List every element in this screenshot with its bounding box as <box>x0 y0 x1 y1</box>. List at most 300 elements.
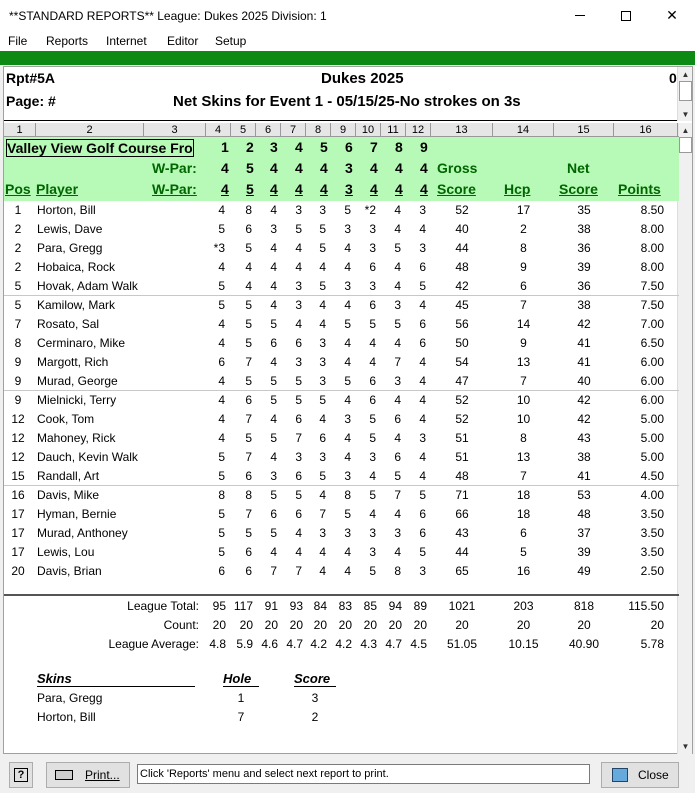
totals-value: 5.9 <box>236 637 253 651</box>
hcp-cell: 9 <box>520 260 527 274</box>
table-row[interactable] <box>4 543 679 562</box>
net-score-cell: 36 <box>577 279 591 293</box>
hole-score-cell: 4 <box>344 336 351 350</box>
totals-row <box>4 597 679 616</box>
gross-score-cell: 48 <box>455 469 469 483</box>
menu-internet[interactable]: Internet <box>106 34 147 48</box>
totals-value: 10.15 <box>508 637 539 651</box>
column-number: 9 <box>331 123 356 137</box>
hole-score-cell: 5 <box>270 374 277 388</box>
skins-player: Para, Gregg <box>37 691 103 705</box>
table-row[interactable] <box>4 334 679 353</box>
net-score-cell: 42 <box>577 317 591 331</box>
points-cell: 2.50 <box>640 564 664 578</box>
hole-score-cell: 5 <box>270 317 277 331</box>
player-name-cell: Horton, Bill <box>37 203 96 217</box>
hole-score-cell: 7 <box>245 507 252 521</box>
hole-score-cell: 7 <box>270 564 277 578</box>
menu-file[interactable]: File <box>8 34 28 48</box>
column-number: 5 <box>231 123 256 137</box>
report-scrollbar[interactable] <box>677 123 692 754</box>
totals-label: Count: <box>163 618 199 632</box>
position-cell: 12 <box>11 450 25 464</box>
table-row[interactable] <box>4 277 679 296</box>
hole-score-cell: 5 <box>369 317 376 331</box>
hcp-cell: 8 <box>520 431 527 445</box>
table-row[interactable] <box>4 315 679 334</box>
table-row[interactable] <box>4 410 679 429</box>
hole-score-cell: 4 <box>419 412 426 426</box>
print-label: Print... <box>85 768 120 782</box>
player-name-cell: Kamilow, Mark <box>37 298 116 312</box>
pos-header: Pos <box>5 181 31 197</box>
close-window-button[interactable] <box>649 0 695 31</box>
gross-score-cell: 52 <box>455 393 469 407</box>
points-cell: 8.50 <box>640 203 664 217</box>
totals-value: 85 <box>363 599 377 613</box>
hole-score-cell: 6 <box>270 507 277 521</box>
gross-header: Score <box>437 181 476 197</box>
hole-score-cell: 5 <box>218 545 225 559</box>
hole-score-cell: 5 <box>394 317 401 331</box>
wpar-value: 4 <box>295 181 303 197</box>
hole-score-cell: 4 <box>270 241 277 255</box>
hole-score-cell: 4 <box>369 336 376 350</box>
totals-value: 4.7 <box>286 637 303 651</box>
table-row[interactable] <box>4 467 679 486</box>
exit-icon <box>612 768 628 782</box>
totals-value: 20 <box>313 618 327 632</box>
table-row[interactable] <box>4 391 679 410</box>
hole-score-cell: 4 <box>245 260 252 274</box>
hole-score-cell: 4 <box>295 545 302 559</box>
wpar-value: 4 <box>420 160 428 176</box>
skins-header: Skins <box>37 671 195 687</box>
hole-number: 4 <box>295 139 303 155</box>
hole-score-cell: 5 <box>419 279 426 293</box>
totals-value: 94 <box>388 599 402 613</box>
printer-icon <box>55 770 73 780</box>
hole-score-cell: 4 <box>344 564 351 578</box>
skins-score: 2 <box>311 710 319 724</box>
totals-value: 89 <box>413 599 427 613</box>
hole-score-cell: 6 <box>369 260 376 274</box>
position-cell: 15 <box>11 469 25 483</box>
column-number: 4 <box>206 123 231 137</box>
table-row[interactable] <box>4 524 679 543</box>
hole-score-cell: *2 <box>364 203 376 217</box>
column-number: 14 <box>493 123 554 137</box>
course-name[interactable]: Valley View Golf Course Fro <box>7 140 193 156</box>
hole-score-cell: 5 <box>344 507 351 521</box>
column-number: 12 <box>406 123 431 137</box>
wpar-value: 4 <box>395 160 403 176</box>
hcp-cell: 6 <box>520 526 527 540</box>
totals-value: 4.2 <box>335 637 352 651</box>
net-score-cell: 49 <box>577 564 591 578</box>
hole-score-cell: 4 <box>394 507 401 521</box>
hole-score-cell: 3 <box>369 545 376 559</box>
hole-score-cell: 6 <box>218 564 225 578</box>
hole-score-cell: 6 <box>270 336 277 350</box>
hole-score-cell: 6 <box>245 222 252 236</box>
status-message: Click 'Reports' menu and select next report to print. <box>137 764 590 784</box>
hole-score-cell: 5 <box>218 279 225 293</box>
player-name-cell: Margott, Rich <box>37 355 109 369</box>
points-cell: 6.00 <box>640 374 664 388</box>
net-score-cell: 38 <box>577 298 591 312</box>
hole-score-cell: 4 <box>295 260 302 274</box>
wpar-value: 4 <box>420 181 428 197</box>
totals-row <box>4 616 679 635</box>
hole-score-cell: 3 <box>419 431 426 445</box>
hole-score-cell: 5 <box>344 203 351 217</box>
hole-score-cell: 4 <box>419 355 426 369</box>
player-name-cell: Lewis, Dave <box>37 222 103 236</box>
totals-value: 20 <box>650 618 664 632</box>
scroll-down-icon[interactable]: ▼ <box>681 109 690 119</box>
hole-score-cell: 4 <box>295 526 302 540</box>
points-cell: 3.50 <box>640 526 664 540</box>
hole-score-cell: 5 <box>319 241 326 255</box>
gross-score-cell: 45 <box>455 298 469 312</box>
hole-score-cell: 5 <box>218 526 225 540</box>
hole-score-cell: 5 <box>218 298 225 312</box>
hole-score-cell: 5 <box>295 222 302 236</box>
table-row[interactable] <box>4 220 679 239</box>
table-row[interactable] <box>4 486 679 505</box>
hcp-cell: 16 <box>516 564 531 578</box>
scroll-thumb[interactable] <box>679 137 692 153</box>
hole-score-cell: 3 <box>295 279 302 293</box>
close-button[interactable] <box>601 762 679 788</box>
totals-value: 4.6 <box>261 637 278 651</box>
hole-score-cell: 5 <box>218 450 225 464</box>
column-number: 16 <box>614 123 678 137</box>
totals-value: 20 <box>212 618 226 632</box>
hole-score-cell: 4 <box>419 393 426 407</box>
hole-score-cell: 5 <box>245 241 252 255</box>
net-score-cell: 41 <box>577 355 591 369</box>
points-header: Points <box>618 181 661 197</box>
table-row[interactable] <box>4 353 679 372</box>
points-cell: 6.00 <box>640 393 664 407</box>
hole-score-cell: 5 <box>319 469 326 483</box>
hcp-cell: 5 <box>520 545 527 559</box>
hcp-cell: 13 <box>516 450 531 464</box>
hole-score-cell: 3 <box>295 450 302 464</box>
totals-value: 4.3 <box>360 637 377 651</box>
position-cell: 9 <box>14 355 22 369</box>
hole-score-cell: 3 <box>419 564 426 578</box>
title-bar <box>0 0 695 31</box>
position-cell: 12 <box>11 412 25 426</box>
table-row[interactable] <box>4 448 679 467</box>
player-name-cell: Cook, Tom <box>37 412 95 426</box>
scroll-thumb[interactable] <box>679 81 692 101</box>
gross-score-cell: 71 <box>455 488 469 502</box>
hole-score-cell: 4 <box>218 431 225 445</box>
gross-score-cell: 48 <box>455 260 469 274</box>
hole-score-cell: 6 <box>245 564 252 578</box>
hole-score-cell: 3 <box>344 279 351 293</box>
position-cell: 17 <box>11 507 25 521</box>
hole-score-cell: 5 <box>369 564 376 578</box>
hole-score-cell: 5 <box>319 393 326 407</box>
hole-score-cell: 3 <box>369 279 376 293</box>
player-name-cell: Hyman, Bernie <box>37 507 117 521</box>
points-cell: 5.00 <box>640 450 664 464</box>
hole-score-cell: 4 <box>319 298 326 312</box>
hole-score-cell: 5 <box>218 507 225 521</box>
minimize-icon <box>575 15 585 16</box>
hole-score-cell: 6 <box>295 469 302 483</box>
totals-value: 20 <box>455 618 469 632</box>
close-label: Close <box>638 768 669 782</box>
position-cell: 16 <box>11 488 25 502</box>
hole-score-cell: 7 <box>245 355 252 369</box>
net-score-cell: 38 <box>577 450 591 464</box>
hole-score-cell: 6 <box>245 469 252 483</box>
hole-score-cell: 3 <box>394 374 401 388</box>
print-button[interactable] <box>46 762 130 788</box>
hole-score-cell: 4 <box>344 545 351 559</box>
hole-score-cell: 5 <box>344 317 351 331</box>
minimize-button[interactable] <box>557 0 603 31</box>
totals-value: 203 <box>513 599 534 613</box>
hole-score-cell: 5 <box>394 241 401 255</box>
hole-score-cell: 4 <box>344 241 351 255</box>
gross-score-cell: 40 <box>455 222 469 236</box>
position-cell: 17 <box>11 545 25 559</box>
hole-score-cell: 3 <box>319 336 326 350</box>
hole-number: 3 <box>270 139 278 155</box>
table-row[interactable] <box>4 239 679 258</box>
totals-value: 20 <box>289 618 303 632</box>
maximize-button[interactable] <box>603 0 649 31</box>
position-cell: 5 <box>14 298 22 312</box>
player-name-cell: Hovak, Adam Walk <box>37 279 138 293</box>
wpar-value: 4 <box>320 160 328 176</box>
column-number: 3 <box>144 123 206 137</box>
hole-score-cell: 5 <box>270 488 277 502</box>
totals-label: League Total: <box>127 599 199 613</box>
hole-score-cell: 5 <box>245 336 252 350</box>
scroll-up-icon[interactable]: ▲ <box>681 125 690 135</box>
hole-score-cell: 8 <box>245 488 252 502</box>
net-score-cell: 41 <box>577 469 591 483</box>
hole-score-cell: 6 <box>295 507 302 521</box>
hole-score-cell: 4 <box>270 355 277 369</box>
position-cell: 9 <box>14 393 22 407</box>
hcp-cell: 18 <box>516 507 531 521</box>
net-score-cell: 36 <box>577 241 591 255</box>
hcp-header: Hcp <box>504 181 531 197</box>
table-row[interactable] <box>4 296 679 315</box>
hole-score-cell: 7 <box>394 488 401 502</box>
skins-player: Horton, Bill <box>37 710 96 724</box>
totals-row <box>4 635 679 654</box>
hole-score-cell: 7 <box>245 412 252 426</box>
hole-score-cell: 3 <box>419 241 426 255</box>
wpar-value: 4 <box>370 181 378 197</box>
totals-value: 51.05 <box>446 637 478 651</box>
report-viewer <box>3 66 693 754</box>
gross-score-cell: 51 <box>455 450 469 464</box>
hole-score-cell: 5 <box>394 469 401 483</box>
hole-score-cell: 6 <box>419 317 426 331</box>
gross-score-cell: 51 <box>455 431 469 445</box>
hole-score-cell: 5 <box>245 374 252 388</box>
skins-score-header: Score <box>294 671 336 687</box>
gross-score-cell: 52 <box>455 412 469 426</box>
wpar-value: 4 <box>395 181 403 197</box>
hole-score-cell: 6 <box>394 412 401 426</box>
table-row[interactable] <box>4 258 679 277</box>
hole-score-cell: 5 <box>419 545 426 559</box>
hole-score-cell: 4 <box>394 260 401 274</box>
wpar-label-1: W-Par: <box>152 160 197 176</box>
hole-score-cell: 3 <box>369 222 376 236</box>
hole-score-cell: 6 <box>419 507 426 521</box>
hole-score-cell: 4 <box>394 279 401 293</box>
table-row[interactable] <box>4 562 679 581</box>
net-score-cell: 35 <box>577 203 591 217</box>
wpar-value: 3 <box>345 160 353 176</box>
gross-score-cell: 52 <box>455 203 469 217</box>
wpar-label-2: W-Par: <box>152 181 197 197</box>
position-cell: 8 <box>14 336 22 350</box>
totals-value: 4.8 <box>209 637 226 651</box>
net-score-cell: 48 <box>577 507 591 521</box>
hole-score-cell: 8 <box>218 488 225 502</box>
hole-score-cell: 4 <box>218 260 225 274</box>
column-number-row <box>4 123 679 137</box>
hcp-cell: 10 <box>516 393 531 407</box>
gross-score-cell: 43 <box>455 526 469 540</box>
gross-score-cell: 56 <box>455 317 469 331</box>
totals-value: 20 <box>388 618 402 632</box>
totals-value: 20 <box>577 618 591 632</box>
hole-score-cell: 4 <box>344 393 351 407</box>
hole-score-cell: 4 <box>270 450 277 464</box>
gross-score-cell: 44 <box>455 241 469 255</box>
hole-number: 1 <box>221 139 229 155</box>
hcp-cell: 7 <box>520 374 527 388</box>
hole-score-cell: 4 <box>344 355 351 369</box>
points-cell: 7.50 <box>640 298 664 312</box>
hole-number: 8 <box>395 139 403 155</box>
totals-value: 91 <box>264 599 278 613</box>
player-name-cell: Mielnicki, Terry <box>37 393 117 407</box>
wpar-value: 4 <box>221 181 229 197</box>
wpar-value: 4 <box>270 181 278 197</box>
net-score-cell: 39 <box>577 545 591 559</box>
totals-value: 40.90 <box>568 637 600 651</box>
hole-score-cell: 6 <box>319 431 326 445</box>
menu-reports[interactable]: Reports <box>46 34 89 48</box>
totals-value: 818 <box>573 599 595 613</box>
column-number: 2 <box>36 123 144 137</box>
wpar-value: 4 <box>370 160 378 176</box>
totals-value: 20 <box>363 618 377 632</box>
hole-score-cell: 4 <box>218 203 225 217</box>
hole-score-cell: 6 <box>369 374 376 388</box>
hcp-cell: 18 <box>516 488 531 502</box>
table-row[interactable] <box>4 201 679 220</box>
gross-score-cell: 65 <box>455 564 469 578</box>
column-number: 7 <box>281 123 306 137</box>
totals-separator <box>4 594 679 596</box>
wpar-value: 4 <box>320 181 328 197</box>
hole-score-cell: 4 <box>218 317 225 331</box>
skins-hole: 7 <box>237 710 245 724</box>
hole-score-cell: 5 <box>295 393 302 407</box>
hole-score-cell: 4 <box>369 507 376 521</box>
net-score-cell: 53 <box>577 488 591 502</box>
wpar-value: 4 <box>270 160 278 176</box>
totals-value: 84 <box>313 599 327 613</box>
help-button[interactable] <box>9 762 33 788</box>
hcp-cell: 8 <box>520 241 527 255</box>
hole-score-cell: 6 <box>394 450 401 464</box>
position-cell: 2 <box>14 241 22 255</box>
wpar-value: 4 <box>295 160 303 176</box>
skins-hole-header: Hole <box>223 671 259 687</box>
scroll-down-icon[interactable]: ▼ <box>681 741 690 751</box>
hole-score-cell: 4 <box>369 469 376 483</box>
table-row[interactable] <box>4 372 679 391</box>
hole-score-cell: 4 <box>270 298 277 312</box>
hole-score-cell: 4 <box>245 279 252 293</box>
menu-bar <box>0 31 695 51</box>
totals-value: 4.5 <box>410 637 427 651</box>
totals-value: 20 <box>264 618 278 632</box>
totals-value: 20 <box>413 618 427 632</box>
wpar-value: 5 <box>246 181 254 197</box>
totals-value: 95 <box>212 599 226 613</box>
wpar-value: 3 <box>345 181 353 197</box>
table-row[interactable] <box>4 429 679 448</box>
hole-score-cell: 3 <box>419 203 426 217</box>
menu-editor[interactable]: Editor <box>167 34 199 48</box>
points-cell: 8.00 <box>640 222 664 236</box>
scorecard-header <box>4 137 679 201</box>
hcp-cell: 6 <box>520 279 527 293</box>
hole-score-cell: 6 <box>245 545 252 559</box>
hole-score-cell: 5 <box>218 469 225 483</box>
net-score-cell: 43 <box>577 431 591 445</box>
column-number: 11 <box>381 123 406 137</box>
player-name-cell: Davis, Mike <box>37 488 100 502</box>
net-score-cell: 42 <box>577 393 591 407</box>
header-scrollbar[interactable] <box>677 67 692 121</box>
hole-score-cell: 6 <box>245 393 252 407</box>
hole-score-cell: 3 <box>319 203 326 217</box>
hole-score-cell: 4 <box>319 260 326 274</box>
hcp-cell: 7 <box>520 469 527 483</box>
scroll-up-icon[interactable]: ▲ <box>681 69 690 79</box>
table-row[interactable] <box>4 505 679 524</box>
hole-score-cell: 3 <box>295 298 302 312</box>
hole-score-cell: 4 <box>270 545 277 559</box>
hole-score-cell: 7 <box>295 564 302 578</box>
gross-score-cell: 66 <box>455 507 469 521</box>
hole-score-cell: 4 <box>218 412 225 426</box>
player-name-cell: Lewis, Lou <box>37 545 95 559</box>
menu-setup[interactable]: Setup <box>215 34 247 48</box>
points-cell: 6.00 <box>640 355 664 369</box>
